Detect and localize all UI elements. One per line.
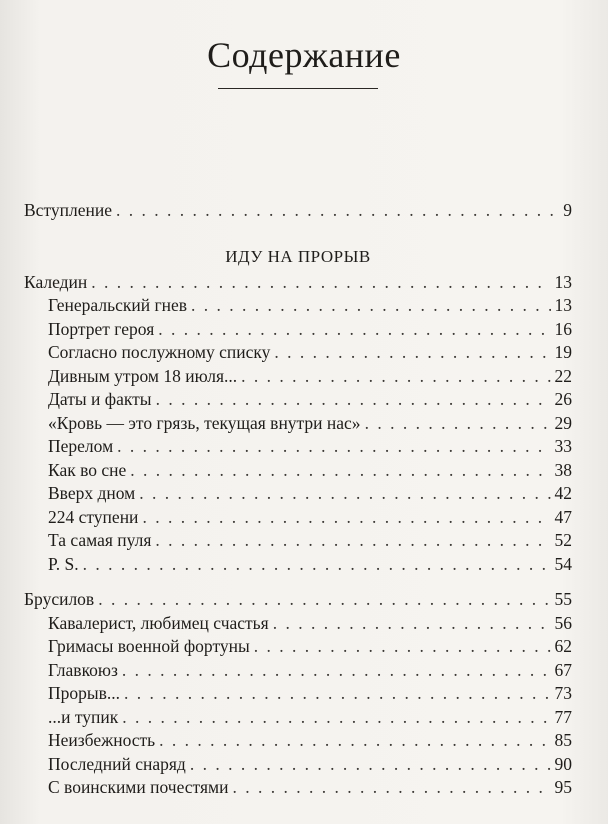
dot-leader	[142, 507, 550, 528]
toc-entry	[24, 366, 572, 390]
toc-entry	[24, 707, 572, 731]
dot-leader	[190, 754, 551, 775]
toc-entry-label: С воинскими почестями	[48, 777, 229, 797]
dot-leader	[191, 295, 550, 316]
toc-entry-label: Кавалерист, любимец счастья	[48, 612, 269, 633]
toc-entry-label: P. S.	[48, 553, 79, 574]
dot-leader	[91, 272, 550, 293]
toc-entry-page: 85	[554, 730, 572, 750]
dot-leader	[130, 460, 550, 481]
toc-entry	[24, 389, 572, 413]
toc-entry-label: Брусилов	[24, 589, 95, 609]
toc-entry-page: 42	[554, 483, 572, 503]
toc-entry-page: 54	[554, 553, 572, 574]
dot-leader	[122, 707, 550, 728]
toc-entry-intro	[24, 200, 572, 224]
toc-entry	[24, 683, 572, 707]
dot-leader	[159, 730, 550, 751]
toc-entry-label: Последний снаряд	[48, 753, 186, 774]
toc-entry-label: ...и тупик	[48, 706, 119, 727]
toc-entry-label: Как во сне	[48, 459, 127, 480]
dot-leader	[139, 483, 550, 504]
toc-entry-page: 56	[554, 612, 572, 633]
toc-entry	[24, 436, 572, 460]
toc-entry-page: 22	[554, 365, 572, 386]
toc-entry-page: 9	[563, 200, 572, 220]
dot-leader	[273, 613, 551, 634]
dot-leader	[232, 777, 550, 798]
dot-leader	[155, 530, 550, 551]
toc-entry-label: Генеральский гнев	[48, 295, 188, 315]
toc-entry-label: Дивным утром 18 июля...	[48, 365, 238, 386]
toc-entry-label: Перелом	[48, 436, 114, 456]
toc-chapter-brusilov	[24, 589, 572, 613]
toc-entry	[24, 660, 572, 684]
toc-entry-label: Портрет героя	[48, 318, 155, 339]
toc-entry-page: 55	[554, 589, 572, 609]
toc-entry-label: Каледин	[24, 271, 88, 292]
toc-entry	[24, 613, 572, 637]
toc-entry-page: 95	[554, 777, 572, 797]
toc-entry	[24, 554, 572, 578]
toc-entry	[24, 413, 572, 437]
dot-leader	[116, 200, 559, 221]
toc-entry	[24, 730, 572, 754]
toc-entry-page: 19	[554, 342, 572, 362]
dot-leader	[254, 636, 551, 657]
toc-entry-page: 29	[554, 412, 572, 433]
toc-entry-label: Неизбежность	[48, 730, 156, 750]
toc-entry-label: Вверх дном	[48, 483, 136, 503]
toc-entry-label: Гримасы военной фортуны	[48, 636, 250, 656]
toc-entry	[24, 777, 572, 801]
dot-leader	[83, 554, 551, 575]
toc-entry-page: 62	[554, 636, 572, 656]
toc-entry-page: 47	[554, 506, 572, 527]
toc-entry	[24, 507, 572, 531]
toc-entry-label: «Кровь — это грязь, текущая внутри нас»	[48, 412, 361, 433]
dot-leader	[98, 589, 550, 610]
dot-leader	[241, 366, 550, 387]
toc-entry	[24, 342, 572, 366]
toc-entry	[24, 530, 572, 554]
toc-entry-page: 33	[554, 436, 572, 456]
toc-entry-page: 77	[554, 706, 572, 727]
toc-entry	[24, 295, 572, 319]
dot-leader	[122, 660, 551, 681]
toc-entry	[24, 460, 572, 484]
section-heading: ИДУ НА ПРОРЫВ	[225, 246, 371, 266]
toc-entry	[24, 636, 572, 660]
dot-leader	[117, 436, 550, 457]
dot-leader	[365, 413, 551, 434]
dot-leader	[124, 683, 550, 704]
toc-entry	[24, 754, 572, 778]
toc-entry-page: 73	[554, 683, 572, 703]
toc-entry-page: 38	[554, 459, 572, 480]
toc-entry-page: 90	[554, 753, 572, 774]
toc-chapter-kaledin	[24, 272, 572, 296]
toc-entry-label: Та самая пуля	[48, 530, 152, 550]
toc-entry-label: Главкоюз	[48, 659, 118, 680]
toc-entry-page: 13	[554, 271, 572, 292]
toc-entry-label: Вступление	[24, 200, 112, 220]
toc-entry	[24, 319, 572, 343]
toc-entry-label: 224 ступени	[48, 506, 139, 527]
toc-entry-page: 13	[554, 295, 572, 315]
page-title: Содержание	[207, 35, 401, 75]
toc-entry	[24, 483, 572, 507]
toc-entry-label: Даты и факты	[48, 389, 152, 409]
toc-entry-label: Прорыв...	[48, 683, 121, 703]
toc-entry-page: 16	[554, 318, 572, 339]
dot-leader	[156, 389, 551, 410]
toc-entry-page: 26	[554, 389, 572, 409]
toc-entry-page: 52	[554, 530, 572, 550]
toc-entry-page: 67	[554, 659, 572, 680]
toc-entry-label: Согласно послужному списку	[48, 342, 271, 362]
table-of-contents	[24, 200, 572, 801]
title-underline	[218, 88, 378, 89]
dot-leader	[158, 319, 550, 340]
dot-leader	[274, 342, 550, 363]
